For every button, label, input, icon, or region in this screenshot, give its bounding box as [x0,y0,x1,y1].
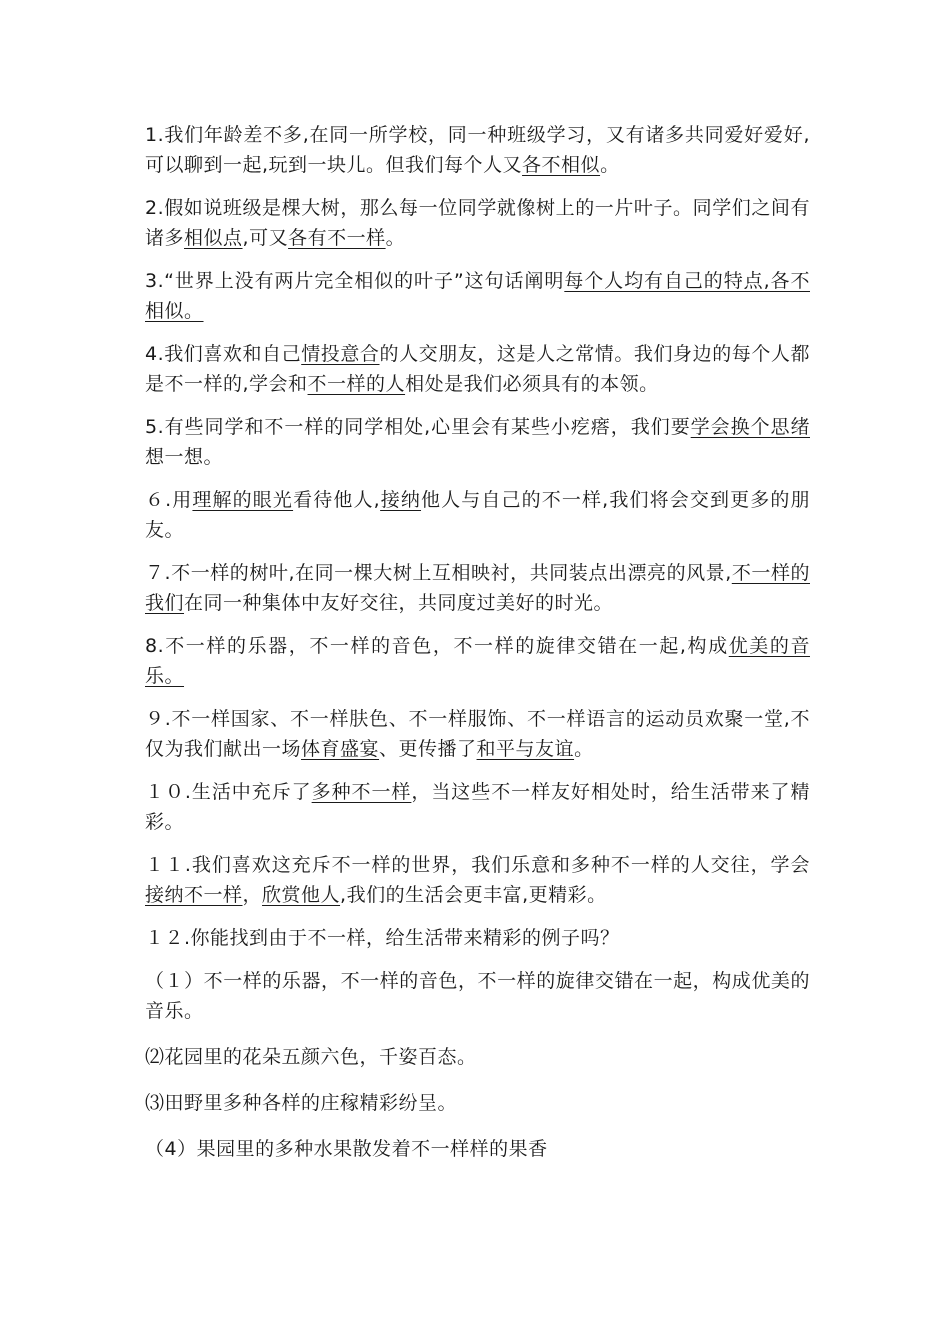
paragraph-text: 5.有些同学和不一样的同学相处,心里会有某些小疙瘩，我们要 [145,416,691,438]
paragraph-p5 [145,412,810,472]
paragraph-text: 。 [385,227,406,249]
paragraph-text: 、更传播了 [379,738,477,760]
paragraph-text: （１）不一样的乐器，不一样的音色，不一样的旋律交错在一起，构成优美的音乐。 [145,970,810,1022]
underlined-keyword: 相似点 [184,227,243,249]
paragraph-text: 4.我们喜欢和自己 [145,343,302,365]
underlined-keyword: 学会换个思绪 [690,416,810,438]
underlined-keyword: 不一样的我们 [145,562,810,614]
paragraph-text: ， [242,884,263,906]
paragraph-text: （4）果园里的多种水果散发着不一样样的果香 [145,1138,548,1160]
paragraph-text: 的人交朋友，这是人之常情。我们身边的每个人都是不一样的,学会和 [145,343,810,395]
paragraph-text: 3.“世界上没有两片完全相似的叶子”这句话阐明 [145,270,565,292]
paragraph-p12 [145,923,810,953]
paragraph-p3 [145,266,810,326]
paragraph-text: ,我们的生活会更丰富,更精彩。 [340,884,607,906]
paragraph-p6 [145,485,810,545]
paragraph-text: １２.你能找到由于不一样，给生活带来精彩的例子吗？ [145,927,620,949]
underlined-keyword: 体育盛宴 [301,738,380,760]
paragraph-text: ，当这些不一样友好相处时，给生活带来了精彩。 [145,781,810,833]
underlined-keyword: 每个人均有自己的特点,各不相似。 [145,270,810,322]
paragraph-text: ⑶田野里多种各样的庄稼精彩纷呈。 [145,1092,458,1114]
underlined-keyword: 各不相似 [522,154,601,176]
paragraph-p4 [145,339,810,399]
paragraph-p12-3 [145,1088,810,1118]
paragraph-text: 看待他人, [293,489,381,511]
paragraph-p9 [145,704,810,764]
underlined-keyword: 优美的音乐。 [145,635,810,687]
paragraph-text: 。 [574,738,594,760]
paragraph-text: ⑵花园里的花朵五颜六色，千姿百态。 [145,1046,477,1068]
document-page [145,120,810,1180]
paragraph-text: 。 [600,154,620,176]
paragraph-p12-1 [145,966,810,1026]
paragraph-text: 8.不一样的乐器，不一样的音色，不一样的旋律交错在一起,构成 [145,635,729,657]
underlined-keyword: 接纳不一样 [145,884,243,906]
paragraph-p12-2 [145,1042,810,1072]
underlined-keyword: 欣赏他人 [262,884,341,906]
underlined-keyword: 多种不一样 [311,781,412,803]
paragraph-text: 他人与自己的不一样,我们将会交到更多的朋友。 [145,489,810,541]
underlined-keyword: 理解的眼光 [192,489,294,511]
paragraph-text: 1.我们年龄差不多,在同一所学校，同一种班级学习，又有诸多共同爱好爱好,可以聊到一起,玩到一块儿。但我们每个人又 [145,124,810,176]
paragraph-text: 想一想。 [145,446,224,468]
paragraph-text: 相处是我们必须具有的本领。 [405,373,659,395]
paragraph-text: １１.我们喜欢这充斥不一样的世界，我们乐意和多种不一样的人交往，学会 [145,854,810,876]
underlined-keyword: 各有不一样 [288,227,386,249]
underlined-keyword: 情投意合 [301,343,380,365]
paragraph-text: ７.不一样的树叶,在同一棵大树上互相映衬，共同装点出漂亮的风景, [145,562,732,584]
paragraph-text: 在同一种集体中友好交往，共同度过美好的时光。 [184,592,614,614]
paragraph-p2 [145,193,810,253]
paragraph-p1 [145,120,810,180]
paragraph-p11 [145,850,810,910]
paragraph-text: ６.用 [145,489,193,511]
paragraph-text: ,可又 [242,227,289,249]
underlined-keyword: 接纳 [380,489,422,511]
paragraph-text: １０.生活中充斥了 [145,781,312,803]
paragraph-p7 [145,558,810,618]
underlined-keyword: 不一样的人 [307,373,406,395]
paragraph-p12-4 [145,1134,810,1164]
paragraph-p10 [145,777,810,837]
underlined-keyword: 和平与友谊 [476,738,575,760]
paragraph-p8 [145,631,810,691]
paragraph-text: ９.不一样国家、不一样肤色、不一样服饰、不一样语言的运动员欢聚一堂,不仅为我们献出一场 [145,708,810,760]
paragraph-text: 2.假如说班级是棵大树，那么每一位同学就像树上的一片叶子。同学们之间有诸多 [145,197,810,249]
